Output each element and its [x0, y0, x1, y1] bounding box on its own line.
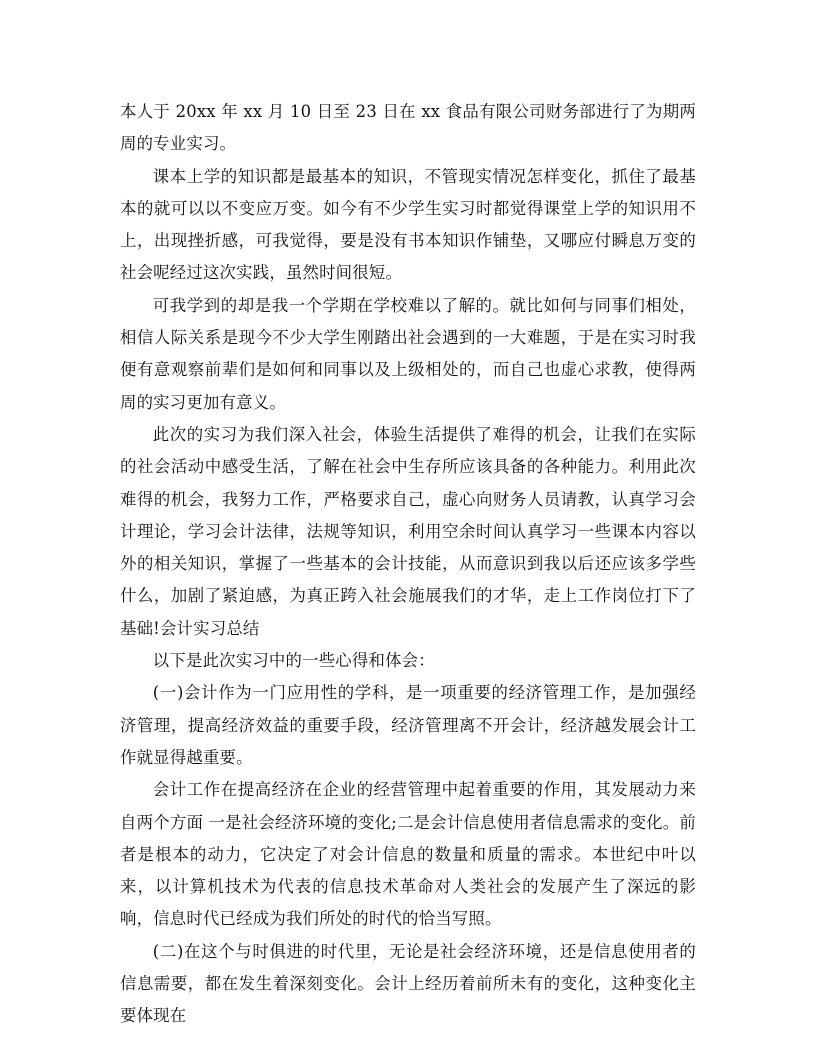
paragraph-point-one: (一)会计作为一门应用性的学科，是一项重要的经济管理工作，是加强经济管理，提高经济效益的重要手段，经济管理离不开会计，经济越发展会计工作就显得越重要。	[120, 683, 696, 767]
paragraph-textbook-knowledge: 课本上学的知识都是最基本的知识，不管现实情况怎样变化，抓住了最基本的就可以以不变应万变。如今有不少学生实习时都觉得课堂上学的知识用不上，出现挫折感，可我觉得，要是没有书本知识作铺垫，又哪应付瞬息万变的社会呢经过这次实践，虽然时间很短。	[120, 166, 696, 283]
document-body	[120, 96, 696, 1033]
paragraph-internship-intro: 本人于 20xx 年 xx 月 10 日至 23 日在 xx 食品有限公司财务部进行了为期两周的专业实习。	[120, 102, 696, 154]
paragraph-point-two: (二)在这个与时俱进的时代里，无论是社会经济环境，还是信息使用者的信息需要，都在发生着深刻变化。会计上经历着前所未有的变化，这种变化主要体现在	[120, 941, 696, 1026]
paragraph-interpersonal-relations: 可我学到的却是我一个学期在学校难以了解的。就比如何与同事们相处，相信人际关系是现今不少大学生刚踏出社会遇到的一大难题，于是在实习时我便有意观察前辈们是如何和同事以及上级相处的，而自己也虚心求教，使得两周的实习更加有意义。	[120, 295, 696, 412]
paragraph-experience-heading: 以下是此次实习中的一些心得和体会：	[152, 651, 435, 671]
paragraph-accounting-role: 会计工作在提高经济在企业的经营管理中起着重要的作用，其发展动力来自两个方面 一是社会经济环境的变化;二是会计信息使用者信息需求的变化。前者是根本的动力，它决定了对会计信息的数量和质量的需求。本世纪中叶以来，以计算机技术为代表的信息技术革命对人类社会的发展产生了深远的影响，信息时代已经成为我们所处的时代的恰当写照。	[120, 780, 696, 929]
paragraph-internship-opportunity: 此次的实习为我们深入社会，体验生活提供了难得的机会，让我们在实际的社会活动中感受生活，了解在社会中生存所应该具备的各种能力。利用此次难得的机会，我努力工作，严格要求自己，虚心向财务人员请教，认真学习会计理论，学习会计法律，法规等知识，利用空余时间认真学习一些课本内容以外的相关知识，掌握了一些基本的会计技能，从而意识到我以后还应该多学些什么，加剧了紧迫感，为真正跨入社会施展我们的才华，走上工作岗位打下了基础!会计实习总结	[120, 424, 696, 638]
